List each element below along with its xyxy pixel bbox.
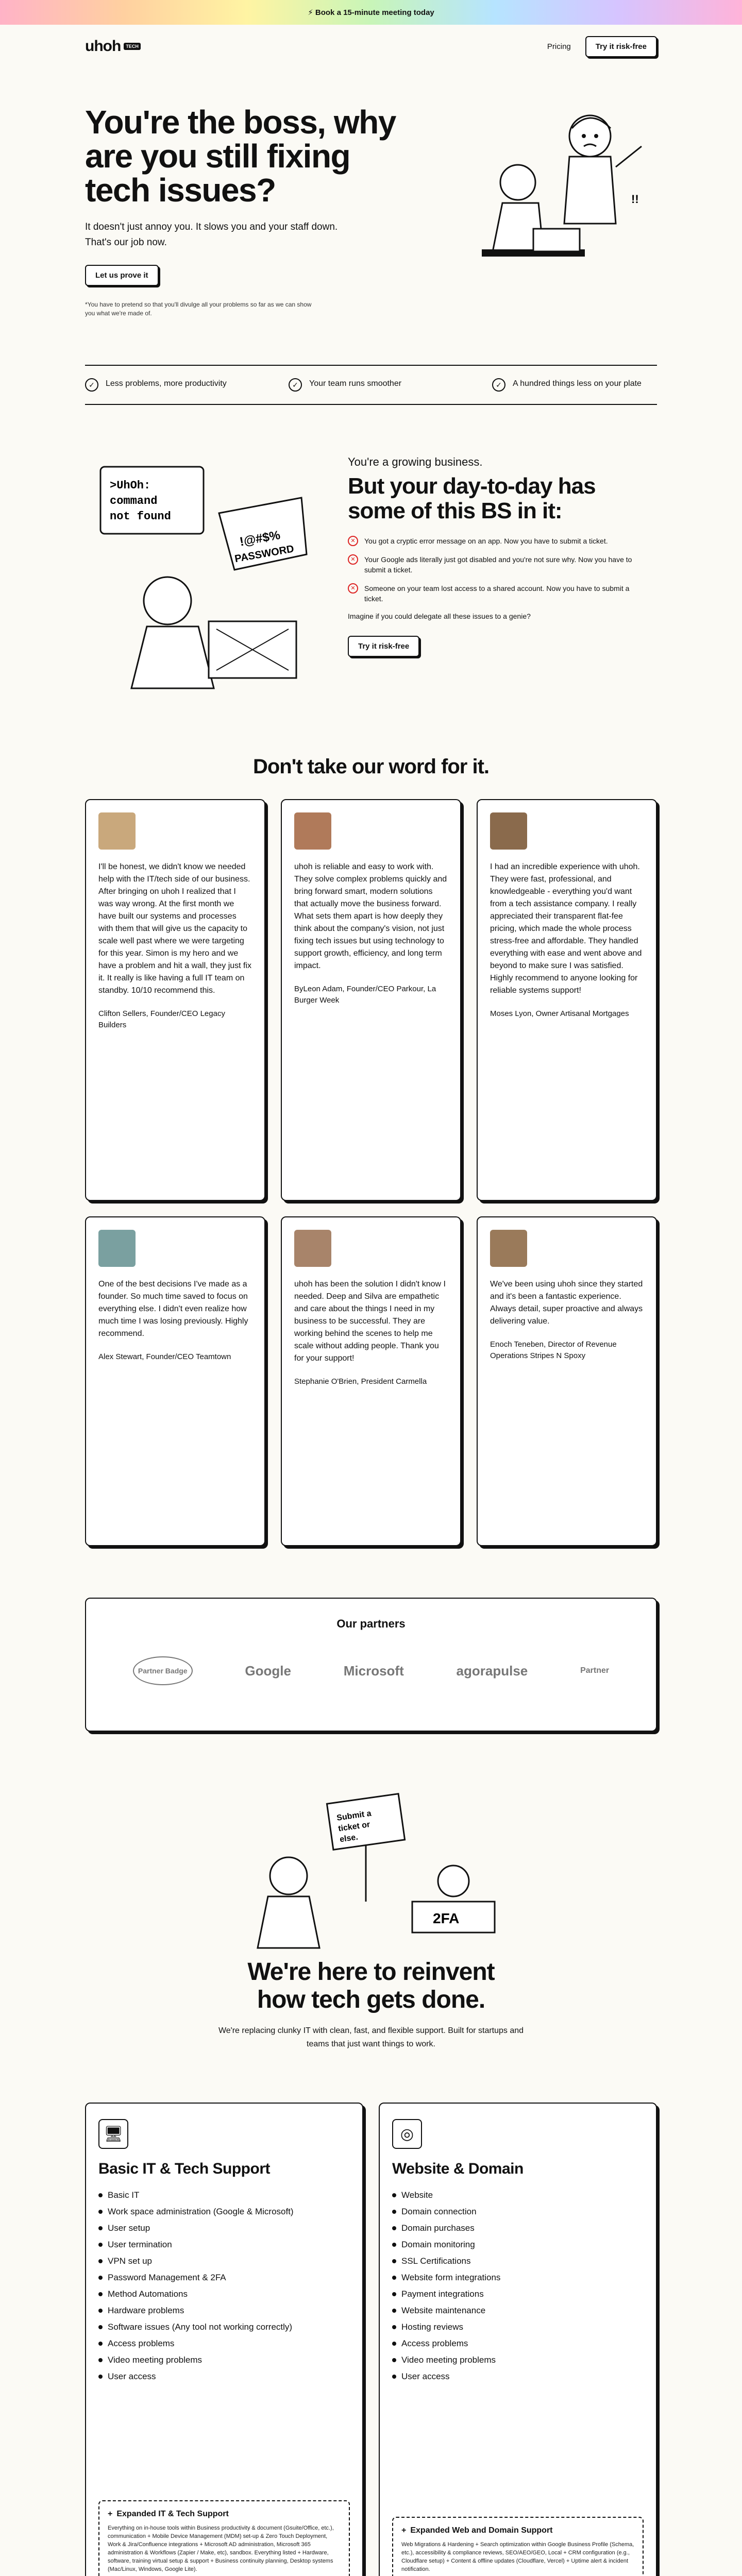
pricing-link[interactable]: Pricing bbox=[547, 42, 571, 51]
testimonial-card: uhoh is reliable and easy to work with. They solve complex problems quickly and bring forward smart, modern solutions that actually move the business forward. What sets them apart is how deeply they think about the company's vision, not just fixing tech issues but using technology to support growth, efficiency, and long term impact. ByLeon Adam, Founder/CEO Parkour, La Burger Week bbox=[281, 799, 461, 1201]
list-item: SSL Certifications bbox=[392, 2253, 644, 2269]
testimonial-card: We've been using uhoh since they started and it's been a fantastic experience. Always detail, super proactive and always delivering value. Enoch Teneben, Director of Revenue Operations Stripes N Spoxy bbox=[477, 1216, 657, 1546]
check-icon: ✓ bbox=[289, 378, 302, 392]
partners-box bbox=[85, 1598, 657, 1732]
avatar bbox=[294, 1230, 331, 1267]
hero-subtitle: It doesn't just annoy you. It slows you and your staff down. That's our job now. bbox=[85, 222, 338, 248]
list-item: Hardware problems bbox=[98, 2302, 350, 2319]
expanded-box[interactable]: + Expanded IT & Tech Support Everything on in-house tools within Business productivity & document (Gsuite/Office, etc.), communication + Mobile Device Management (MDM) set-up & Zero Touch Deployment, Work & Jira/Confluence integrations + Microsoft AD administration, Microsoft 365 administration & Workflows (Zapier / Make, etc), sandbox. Everything listed + Hardware, software, training virtual setup & support + Business continuity planning, Desktop systems (Mac/Linux, Windows, Google Lite). bbox=[98, 2500, 350, 2576]
x-icon: ✕ bbox=[348, 536, 358, 546]
list-item: Website form integrations bbox=[392, 2269, 644, 2286]
banner-text: ⚡ Book a 15-minute meeting today bbox=[308, 8, 434, 17]
plus-icon: + bbox=[401, 2526, 407, 2535]
partner-logo: Partner bbox=[580, 1666, 610, 1675]
avatar bbox=[490, 812, 527, 850]
testimonial-card: uhoh has been the solution I didn't know I needed. Deep and Silva are empathetic and care about the things I need in my business to be successful. They are working behind the scenes to help me scale without adding people. Thank you for your support! Stephanie O'Brien, President Carmella bbox=[281, 1216, 461, 1546]
benefit-item: ✓ A hundred things less on your plate bbox=[492, 378, 657, 392]
svg-text:ticket or: ticket or bbox=[338, 1820, 371, 1834]
bs-list bbox=[348, 536, 636, 604]
top-nav bbox=[85, 25, 657, 68]
list-item: ✕ Your Google ads literally just got disabled and you're not sure why. Now you have to submit a ticket. bbox=[348, 554, 636, 575]
service-card: ◎ Website & Domain Website Domain connection Domain purchases Domain monitoring SSL Certifications Website form integrations Payment integrations Website maintenance Hosting reviews Access problems Video meeting problems User access + Expanded Web and Domain Support Web Migrations & Hardening + Search optimization within Google Business Profile (Schema, etc.), accessibility & compliance reviews, SEO/AEO/GEO, Local + CRM configuration (e.g., Cloudflare setup) + Content & offline updates (Cloudflare, Vercel) + Uptime alert & incident notification. bbox=[379, 2103, 657, 2576]
logo-text: uhoh bbox=[85, 38, 121, 55]
hero-title: You're the boss, why are you still fixing tech issues? bbox=[85, 104, 396, 209]
svg-text:command: command bbox=[110, 495, 158, 507]
list-item: Domain connection bbox=[392, 2204, 644, 2220]
plus-icon: + bbox=[108, 2510, 113, 2518]
list-item: User setup bbox=[98, 2220, 350, 2236]
frustrated-user-illustration-icon bbox=[85, 451, 317, 699]
list-item: User access bbox=[392, 2368, 644, 2385]
svg-text:not found: not found bbox=[110, 510, 171, 523]
protest-illustration-icon bbox=[227, 1783, 515, 1953]
list-item: Domain purchases bbox=[392, 2220, 644, 2236]
check-icon: ✓ bbox=[85, 378, 98, 392]
benefit-item: ✓ Your team runs smoother bbox=[289, 378, 453, 392]
list-item: Hosting reviews bbox=[392, 2319, 644, 2335]
bs-imagine: Imagine if you could delegate all these issues to a genie? bbox=[348, 612, 531, 620]
bs-title: But your day-to-day has some of this BS in it: bbox=[348, 473, 596, 523]
laptop-icon: 🖥 bbox=[98, 2119, 128, 2149]
list-item: User termination bbox=[98, 2236, 350, 2253]
testimonials-grid bbox=[85, 799, 657, 1546]
check-icon: ✓ bbox=[492, 378, 505, 392]
list-item: Basic IT bbox=[98, 2187, 350, 2204]
list-item: VPN set up bbox=[98, 2253, 350, 2269]
list-item: Video meeting problems bbox=[392, 2352, 644, 2368]
service-list bbox=[98, 2187, 350, 2385]
logo-tag: TECH bbox=[124, 43, 141, 50]
avatar bbox=[98, 1230, 136, 1267]
list-item: Method Automations bbox=[98, 2286, 350, 2302]
bs-section bbox=[85, 451, 657, 719]
hero-fine-print: *You have to pretend so that you'll divulge all your problems so far as we can show you what we're made of. bbox=[85, 301, 312, 317]
service-card: 🖥 Basic IT & Tech Support Basic IT Work space administration (Google & Microsoft) User setup User termination VPN set up Password Management & 2FA Method Automations Hardware problems Software issues (Any tool not working correctly) Access problems Video meeting problems User access + Expanded IT & Tech Support Everything on in-house tools within Business productivity & document (Gsuite/Office, etc.), communication + Mobile Device Management (MDM) set-up & Zero Touch Deployment, Work & Jira/Confluence integrations + Microsoft AD administration, Microsoft 365 administration & Workflows (Zapier / Make, etc), sandbox. Everything listed + Hardware, software, training virtual setup & support + Business continuity planning, Desktop systems (Mac/Linux, Windows, Google Lite). bbox=[85, 2103, 363, 2576]
expanded-box[interactable]: + Expanded Web and Domain Support Web Migrations & Hardening + Search optimization within Google Business Profile (Schema, etc.), accessibility & compliance reviews, SEO/AEO/GEO, Local + CRM configuration (e.g., Cloudflare setup) + Content & offline updates (Cloudflare, Vercel) + Uptime alert & incident notification. bbox=[392, 2517, 644, 2576]
testimonial-card: One of the best decisions I've made as a founder. So much time saved to focus on everything else. I didn't even realize how much time I was losing previously. Highly recommend. Alex Stewart, Founder/CEO Teamtown bbox=[85, 1216, 265, 1546]
list-item: Domain monitoring bbox=[392, 2236, 644, 2253]
testimonial-card: I'll be honest, we didn't know we needed help with the IT/tech side of our business. After bringing on uhoh I realized that I was way wrong. At the first month we have built our systems and processes with them that will give us the capacity to scale well past where we were targeting for this year. Simon is my hero and we have a problem and hit a wall, they just fix it. It really is like having a full IT team on standby. 10/10 recommend this. Clifton Sellers, Founder/CEO Legacy Builders bbox=[85, 799, 265, 1201]
x-icon: ✕ bbox=[348, 554, 358, 565]
bs-cta-button[interactable]: Try it risk-free bbox=[348, 636, 419, 657]
svg-text:PASSWORD: PASSWORD bbox=[233, 543, 295, 565]
benefits-bar bbox=[85, 365, 657, 405]
avatar bbox=[294, 812, 331, 850]
partner-logos bbox=[86, 1656, 656, 1685]
list-item: Website bbox=[392, 2187, 644, 2204]
reinvent-title: We're here to reinvent how tech gets done. bbox=[247, 1958, 495, 2013]
partner-logo: Partner Badge bbox=[133, 1656, 193, 1685]
services-grid bbox=[85, 2103, 657, 2576]
art-terminal-text: >UhOh: bbox=[110, 479, 151, 492]
svg-text:!@#$%: !@#$% bbox=[238, 528, 281, 549]
tfa-sign: 2FA bbox=[433, 1910, 460, 1926]
benefit-item: ✓ Less problems, more productivity bbox=[85, 378, 250, 392]
svg-text:!!: !! bbox=[631, 193, 639, 206]
testimonials-title: Don't take our word for it. bbox=[252, 755, 490, 778]
svg-text:Submit a: Submit a bbox=[336, 1809, 372, 1823]
partner-logo: Google bbox=[245, 1663, 291, 1679]
nav-cta-button[interactable]: Try it risk-free bbox=[585, 36, 657, 57]
list-item: Access problems bbox=[98, 2335, 350, 2352]
logo[interactable] bbox=[85, 38, 141, 55]
list-item: Access problems bbox=[392, 2335, 644, 2352]
partner-logo: Microsoft bbox=[343, 1663, 404, 1679]
hero-section bbox=[85, 68, 657, 336]
list-item: Video meeting problems bbox=[98, 2352, 350, 2368]
partner-logo: agorapulse bbox=[456, 1663, 528, 1679]
list-item: Payment integrations bbox=[392, 2286, 644, 2302]
globe-icon: ◎ bbox=[392, 2119, 422, 2149]
list-item: Software issues (Any tool not working correctly) bbox=[98, 2319, 350, 2335]
reinvent-subtitle: We're replacing clunky IT with clean, fast, and flexible support. Built for startups and teams that just want things to work. bbox=[218, 2026, 524, 2048]
x-icon: ✕ bbox=[348, 583, 358, 594]
testimonial-card: I had an incredible experience with uhoh. They were fast, professional, and knowledgeable - everything you'd want from a tech assistance company. I really appreciated their transparent flat-fee pricing, which made the whole process stress-free and affordable. They handled everything with ease and went above and beyond to make sure I was satisfied. Highly recommend to anyone looking for reliable systems support! Moses Lyon, Owner Artisanal Mortgages bbox=[477, 799, 657, 1201]
list-item: User access bbox=[98, 2368, 350, 2385]
boss-illustration-icon bbox=[461, 100, 657, 285]
prove-it-button[interactable]: Let us prove it bbox=[85, 265, 159, 286]
list-item: Password Management & 2FA bbox=[98, 2269, 350, 2286]
list-item: ✕ Someone on your team lost access to a shared account. Now you have to submit a ticket. bbox=[348, 583, 636, 604]
list-item: ✕ You got a cryptic error message on an app. Now you have to submit a ticket. bbox=[348, 536, 636, 546]
top-banner[interactable] bbox=[0, 0, 742, 25]
list-item: Website maintenance bbox=[392, 2302, 644, 2319]
avatar bbox=[490, 1230, 527, 1267]
partners-title: Our partners bbox=[336, 1617, 406, 1630]
service-list bbox=[392, 2187, 644, 2385]
bs-kicker: You're a growing business. bbox=[348, 455, 483, 468]
list-item: Work space administration (Google & Microsoft) bbox=[98, 2204, 350, 2220]
avatar bbox=[98, 812, 136, 850]
svg-text:else.: else. bbox=[339, 1833, 359, 1844]
